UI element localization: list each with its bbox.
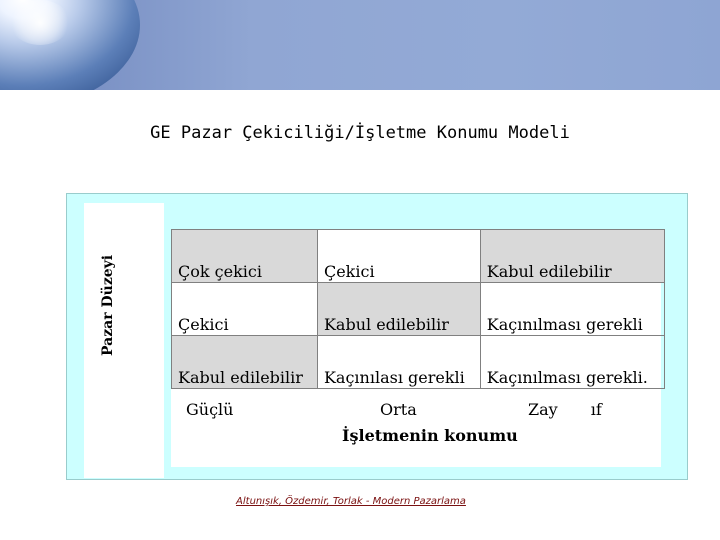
matrix-cell: Çekici bbox=[172, 283, 318, 336]
axis-title: İşletmenin konumu bbox=[342, 426, 518, 445]
matrix-cell: Kaçınılması gerekli bbox=[480, 283, 664, 336]
table-row bbox=[172, 283, 665, 336]
footer-link[interactable]: Altunışık, Özdemir, Torlak - Modern Pazarlama bbox=[236, 496, 466, 507]
axis-tick-weak: Zay ıf bbox=[528, 400, 602, 419]
attractiveness-matrix bbox=[171, 229, 665, 389]
matrix-cell: Kabul edilebilir bbox=[317, 283, 480, 336]
vertical-axis-label bbox=[100, 326, 140, 356]
matrix-cell: Kaçınılması gerekli. bbox=[480, 336, 664, 389]
axis-tick-medium: Orta bbox=[380, 400, 417, 419]
header-banner bbox=[0, 0, 720, 90]
matrix-cell: Kabul edilebilir bbox=[172, 336, 318, 389]
table-row bbox=[172, 230, 665, 283]
matrix-cell: Kabul edilebilir bbox=[480, 230, 664, 283]
slide-title: GE Pazar Çekiciliği/İşletme Konumu Modeli bbox=[150, 123, 570, 143]
axis-tick-strong: Güçlü bbox=[186, 400, 234, 419]
matrix-cell: Çekici bbox=[317, 230, 480, 283]
matrix-cell: Kaçınılası gerekli bbox=[317, 336, 480, 389]
sun-glow bbox=[10, 0, 70, 45]
table-row bbox=[172, 336, 665, 389]
matrix-cell: Çok çekici bbox=[172, 230, 318, 283]
